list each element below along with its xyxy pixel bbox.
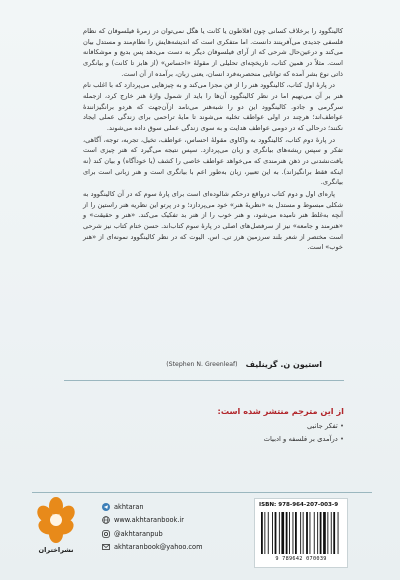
author-name-fa: استیون ن. گرینلیف (245, 360, 322, 369)
publisher-name: نشراختران (38, 546, 74, 554)
isbn-label: ISBN: 978-964-207-003-9 (259, 502, 339, 508)
barcode-graphic (261, 512, 341, 554)
barcode-panel (254, 498, 348, 568)
paragraph: کالینگوود را برخلاف کسانی چون افلاطون یا کانت یا هگل نمی‌توان در زمرهٔ فیلسوفان که نظام فلسفی جدیدی می‌آفرینند دانست. اما متفکری است که اندیشه‌هایش را نظام‌مند و مستدل بیان می‌کند و درعین‌حال شرحی که از آرای فیلسوفان دیگر به دست می‌دهد پس بدیع و موشکافانه است. مثلاً در همین کتاب، تاریخچه‌ای تحلیلی از مقولهٔ «احساس» (از هابز تا کانت) و بیانگری ذاتی نوع بشر آمده که توانایی منحصربه‌فرد انسان، یعنی زبان، برآمده از آن است. (83, 27, 343, 78)
book-item: • تفکر جانبی (180, 420, 344, 433)
paragraph: پاره‌ای اول و دوم کتاب درواقع درحکم شالوده‌ای است برای پارهٔ سوم که در آن کالینگوود به شکلی مبسوط و مستدل به «نظریهٔ هنر» خود می‌پردازد؛ و در پرتو این نظریه هنر راستین را از آنچه به‌غلط هنر نامیده می‌شود، و هنر خوب را از هنر بد تفکیک می‌کند. «هنر و حقیقت» و «هنرمند و جامعه» نیز از سرفصل‌های اصلی در پارهٔ سوم کتاب‌اند. حسن ختام کتاب نیز شرحی است مختصر از شعر بلند سرزمین هرز تی. اس. الیوت که در نظر کالینگوود نمونه‌ای از «هنر خوب» است. (83, 190, 343, 252)
divider (64, 380, 344, 381)
description-text (83, 26, 343, 254)
telegram-icon (102, 503, 110, 511)
contact-text: akhtaranbook@yahoo.com (114, 543, 203, 552)
book-item: • درآمدی بر فلسفه و ادبیات (180, 433, 344, 446)
paragraph: در پارهٔ اول کتاب، کالینگوود هنر را از فن مجزا می‌کند و به چیزهایی می‌پردازد که با اغلب نام هنر بر آن می‌نهیم اما در نظر کالینگوود آن‌ها را باید از شمول واژهٔ هنر خارج کرد، ازجمله سرگرمی و جادو. کالینگوود این دو را شبه‌هنر می‌نامد ازآن‌جهت که هردو برانگیزانندهٔ عواطف‌اند؛ هرچند در اولی عواطف تخلیه می‌شوند تا مایهٔ تراحمی برای زندگی عملی ایجاد نکنند؛ درحالی که در دومی عواطف هدایت و به سوی زندگی عملی سوق داده می‌شوند. (83, 81, 343, 133)
contact-email (102, 541, 222, 555)
web-icon (102, 516, 110, 524)
contact-text: akhtaran (114, 502, 144, 511)
email-icon (102, 543, 110, 551)
contact-web (102, 514, 222, 528)
other-books-list (180, 420, 344, 446)
paragraph: در پارهٔ دوم کتاب، کالینگوود به واکاوی مقولهٔ احساس، عواطف، تخیل، تجربه، توجه، آگاهی، تفکر و سپس ریشه‌های بیانگری و زبان می‌پردازد. سپس نتیجه می‌گیرد که هنر چیزی است یافت‌نشدنی در ذهن هنرمندی که می‌خواهد عواطف خاصی را کشف (یا خودآگاه) و بیان کند (نه اینکه فقط برانگیزاند). به این تعبیر، زبان به‌طور اعم با بیانگری است و هنر زبانی است برای بیانگری. (83, 135, 343, 187)
barcode-digits: 9 789642 070039 (275, 556, 327, 562)
divider (32, 492, 372, 493)
other-books-heading: از این مترجم منتشر شده است: (217, 406, 344, 416)
author-name-en: (Stephen N. Greenleaf) (166, 361, 238, 368)
contact-instagram (102, 527, 222, 541)
contact-telegram (102, 500, 222, 514)
contact-text: www.akhtaranbook.ir (114, 516, 184, 525)
publisher-logo (30, 496, 82, 566)
author-credit (112, 360, 322, 369)
instagram-icon (102, 530, 110, 538)
contact-text: @akhtaranpub (114, 529, 163, 538)
contact-list (102, 500, 222, 554)
orange-flower-icon (34, 496, 78, 544)
